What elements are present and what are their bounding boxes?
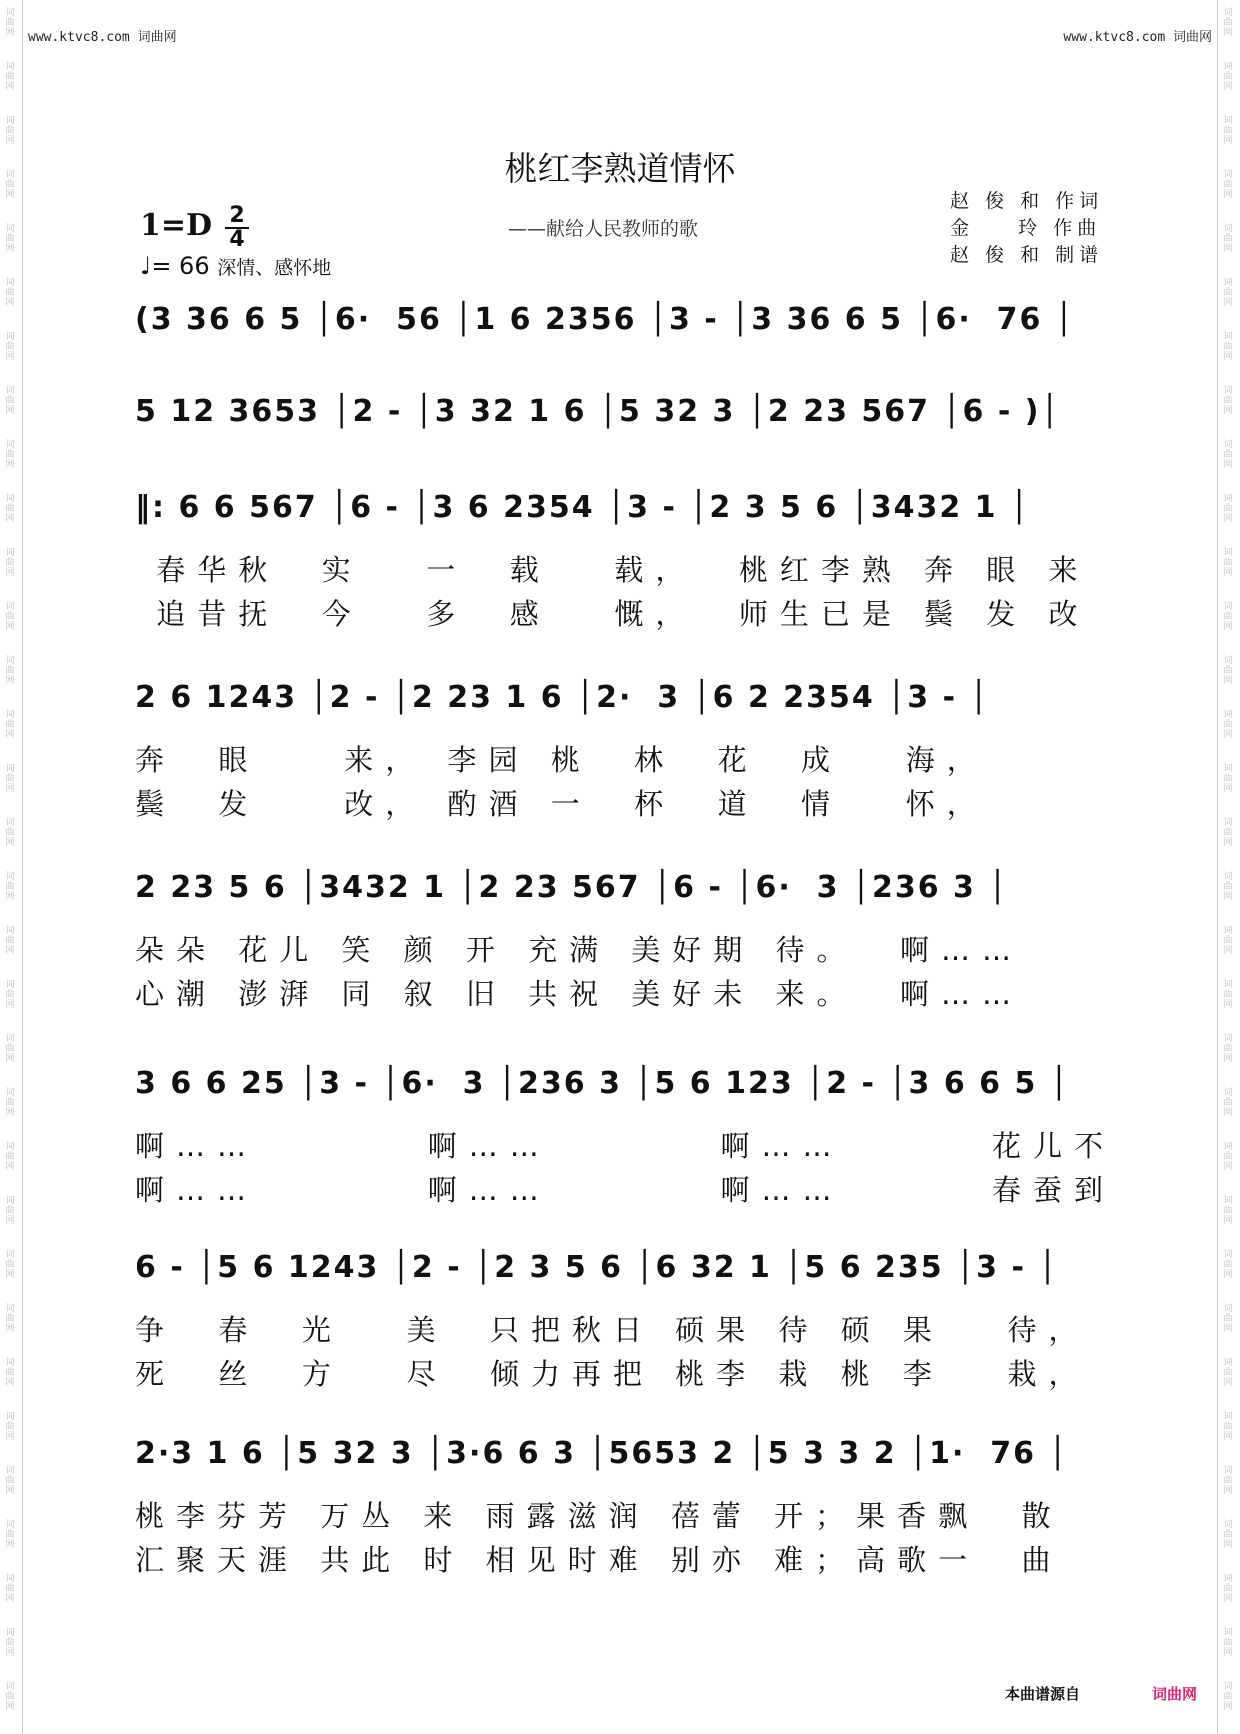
side-watermark-text: 词曲网: [1223, 1304, 1233, 1334]
side-watermark-text: 词曲网: [1223, 440, 1233, 470]
side-watermark-text: 词曲网: [1223, 116, 1233, 146]
side-watermark-text: 词曲网: [1223, 980, 1233, 1010]
side-watermark-text: 词曲网: [5, 1574, 15, 1604]
notation-line: 2 23 5 6 │3432 1 │2 23 567 │6 - │6· 3 │236 3 │: [135, 870, 1009, 905]
side-watermark-text: 词曲网: [1223, 494, 1233, 524]
side-watermark-text: 词曲网: [5, 332, 15, 362]
footer-source-brand: 词曲网: [1152, 1685, 1198, 1703]
side-watermark-text: 词曲网: [1223, 548, 1233, 578]
lyrics-verse-1: 争 春 光 美 只把秋日 硕果 待 硕 果 待，: [135, 1313, 1090, 1347]
side-watermark-text: 词曲网: [5, 1412, 15, 1442]
notation-line: 5 12 3653 │2 - │3 32 1 6 │5 32 3 │2 23 567 │6 - )│: [135, 394, 1061, 429]
side-watermark-text: 词曲网: [1223, 8, 1233, 38]
side-watermark-text: 词曲网: [1223, 1088, 1233, 1118]
side-watermark-text: 词曲网: [1223, 926, 1233, 956]
side-watermark-text: 词曲网: [1223, 656, 1233, 686]
time-signature: [225, 205, 249, 251]
lyrics-verse-1: 桃李芬芳 万丛 来 雨露滋润 蓓蕾 开；果香飘 散: [135, 1499, 1063, 1533]
side-watermark-text: 词曲网: [1223, 386, 1233, 416]
credit-lyricist: 赵 俊 和 作词: [950, 190, 1104, 212]
notation-line: 3 6 6 25 │3 - │6· 3 │236 3 │5 6 123 │2 - │3 6 6 5 │: [135, 1066, 1070, 1101]
side-watermark-text: 词曲网: [1223, 1142, 1233, 1172]
side-watermark-text: 词曲网: [1223, 170, 1233, 200]
lyrics-verse-1: 奔 眼 来， 李园 桃 林 花 成 海，: [135, 743, 988, 777]
side-watermark-text: 词曲网: [1223, 1682, 1233, 1712]
side-watermark-text: 词曲网: [1223, 1196, 1233, 1226]
side-watermark-text: 词曲网: [5, 386, 15, 416]
credit-transcriber: 赵 俊 和 制谱: [950, 244, 1104, 266]
song-credits: [950, 188, 1103, 269]
notation-line: 2 6 1243 │2 - │2 23 1 6 │2· 3 │6 2 2354 │3 - │: [135, 680, 990, 715]
side-watermark-text: 词曲网: [1223, 710, 1233, 740]
lyrics-verse-2: 啊…… 啊…… 啊…… 春蚕到: [135, 1173, 1116, 1207]
song-subtitle: ——献给人民教师的歌: [508, 218, 699, 240]
time-denominator: 4: [229, 227, 245, 252]
lyrics-verse-1: 朵朵 花儿 笑 颜 开 充满 美好期 待。 啊……: [135, 933, 1023, 967]
notation-line: (3 36 6 5 │6· 56 │1 6 2356 │3 - │3 36 6 5 │6· 76 │: [135, 302, 1075, 337]
side-watermark-text: 词曲网: [5, 548, 15, 578]
side-watermark-text: 词曲网: [5, 1358, 15, 1388]
side-watermark-text: 词曲网: [1223, 62, 1233, 92]
side-watermark-text: 词曲网: [5, 440, 15, 470]
side-watermark-text: 词曲网: [5, 494, 15, 524]
side-watermark-text: 词曲网: [1223, 224, 1233, 254]
notation-line: 6 - │5 6 1243 │2 - │2 3 5 6 │6 32 1 │5 6 235 │3 - │: [135, 1250, 1059, 1285]
lyrics-verse-2: 追昔抚 今 多 感 慨， 师生已是 鬓 发 改: [135, 597, 1090, 631]
side-watermark-text: 词曲网: [1223, 764, 1233, 794]
side-watermark-text: 词曲网: [5, 1520, 15, 1550]
side-watermark-text: 词曲网: [1223, 1628, 1233, 1658]
lyrics-verse-2: 鬓 发 改， 酌酒 一 杯 道 情 怀，: [135, 787, 988, 821]
side-watermark-text: 词曲网: [1223, 602, 1233, 632]
side-watermark-text: 词曲网: [5, 764, 15, 794]
left-watermark-strip: [0, 0, 23, 1734]
notation-line: 2·3 1 6 │5 32 3 │3·6 6 3 │5653 2 │5 3 3 2 │1· 76 │: [135, 1436, 1069, 1471]
credit-composer: 金 玲 作曲: [950, 217, 1102, 239]
side-watermark-text: 词曲网: [5, 62, 15, 92]
tempo-value: ♩= 66: [140, 252, 210, 280]
side-watermark-text: 词曲网: [5, 8, 15, 38]
side-watermark-text: 词曲网: [1223, 1520, 1233, 1550]
notation-line: ‖: 6 6 567 │6 - │3 6 2354 │3 - │2 3 5 6 │3432 1 │: [135, 490, 1031, 525]
side-watermark-text: 词曲网: [1223, 1358, 1233, 1388]
song-title: 桃红李熟道情怀: [504, 149, 736, 188]
side-watermark-text: 词曲网: [5, 1250, 15, 1280]
side-watermark-text: 词曲网: [5, 1088, 15, 1118]
tempo-marking: [140, 252, 331, 280]
header-url-left: www.ktvc8.com 词曲网: [28, 30, 177, 45]
side-watermark-text: 词曲网: [5, 1034, 15, 1064]
side-watermark-text: 词曲网: [1223, 1250, 1233, 1280]
side-watermark-text: 词曲网: [5, 872, 15, 902]
side-watermark-text: 词曲网: [5, 710, 15, 740]
header-url-right: www.ktvc8.com 词曲网: [1063, 30, 1212, 45]
lyrics-verse-2: 汇聚天涯 共此 时 相见时难 别亦 难；高歌一 曲: [135, 1543, 1063, 1577]
footer-source-label: 本曲谱源自: [1005, 1685, 1081, 1703]
tempo-mood: 深情、感怀地: [217, 257, 332, 279]
side-watermark-text: 词曲网: [1223, 1574, 1233, 1604]
lyrics-verse-1: 春华秋 实 一 载 载， 桃红李熟 奔 眼 来: [135, 553, 1090, 587]
side-watermark-text: 词曲网: [5, 980, 15, 1010]
side-watermark-text: 词曲网: [5, 278, 15, 308]
side-watermark-text: 词曲网: [5, 1466, 15, 1496]
side-watermark-text: 词曲网: [1223, 1466, 1233, 1496]
side-watermark-text: 词曲网: [5, 602, 15, 632]
side-watermark-text: 词曲网: [1223, 1034, 1233, 1064]
side-watermark-text: 词曲网: [1223, 278, 1233, 308]
side-watermark-text: 词曲网: [5, 1682, 15, 1712]
time-numerator: 2: [225, 205, 249, 229]
side-watermark-text: 词曲网: [5, 1304, 15, 1334]
side-watermark-text: 词曲网: [5, 656, 15, 686]
side-watermark-text: 词曲网: [1223, 332, 1233, 362]
lyrics-verse-1: 啊…… 啊…… 啊…… 花儿不: [135, 1129, 1116, 1163]
side-watermark-text: 词曲网: [1223, 872, 1233, 902]
side-watermark-text: 词曲网: [5, 116, 15, 146]
lyrics-verse-2: 心潮 澎湃 同 叙 旧 共祝 美好未 来。 啊……: [135, 977, 1023, 1011]
lyrics-verse-2: 死 丝 方 尽 倾力再把 桃李 栽 桃 李 栽，: [135, 1357, 1090, 1391]
side-watermark-text: 词曲网: [5, 1196, 15, 1226]
side-watermark-text: 词曲网: [1223, 818, 1233, 848]
side-watermark-text: 词曲网: [5, 926, 15, 956]
side-watermark-text: 词曲网: [5, 1628, 15, 1658]
side-watermark-text: 词曲网: [1223, 1412, 1233, 1442]
key-signature: 1=D: [140, 208, 213, 243]
side-watermark-text: 词曲网: [5, 1142, 15, 1172]
side-watermark-text: 词曲网: [5, 224, 15, 254]
right-watermark-strip: [1217, 0, 1240, 1734]
side-watermark-text: 词曲网: [5, 818, 15, 848]
side-watermark-text: 词曲网: [5, 170, 15, 200]
